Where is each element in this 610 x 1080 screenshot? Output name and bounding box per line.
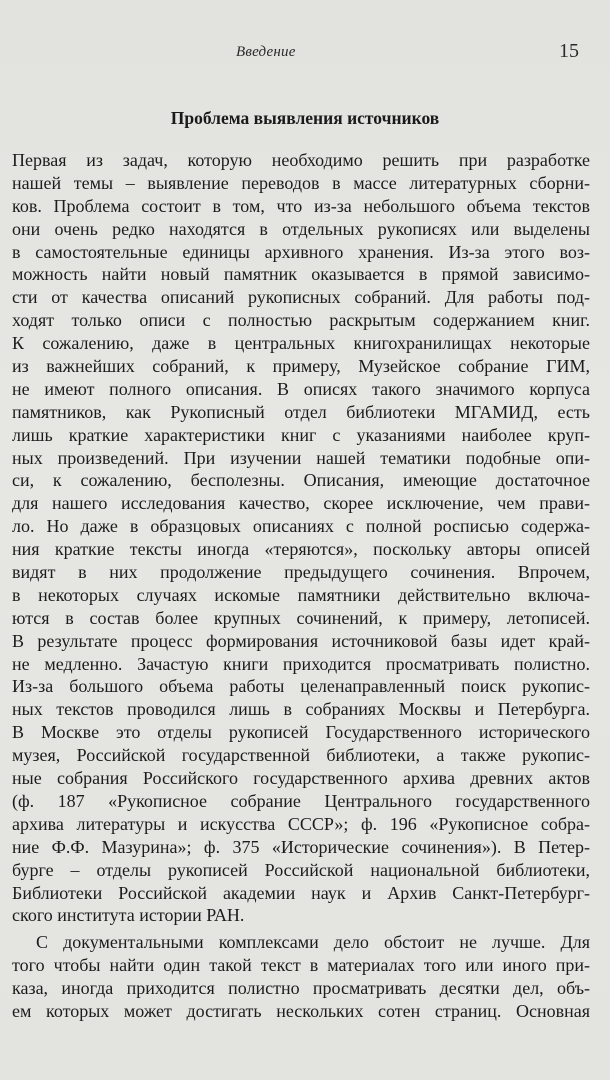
text-line: К сожалению, даже в центральных книгохранилищах некоторые [12, 333, 590, 354]
text-line: архива литературы и искусства СССР»; ф. 196 «Рукописное собра- [12, 813, 590, 834]
text-line: ского института истории РАН. [12, 905, 245, 926]
paragraph-2 [12, 931, 590, 1023]
text-line: В результате процесс формирования источниковой базы идет край- [12, 630, 590, 651]
text-line: для нашего исследования качество, скорее исключение, чем прави- [12, 493, 590, 514]
section-heading: Проблема выявления источников [170, 108, 440, 128]
text-line: Библиотеки Российской академии наук и Архив Санкт-Петербург- [12, 882, 590, 903]
text-line: Первая из задач, которую необходимо решить при разработке [12, 150, 590, 170]
text-line: В Москве это отделы рукописей Государственного исторического [12, 722, 590, 743]
text-line: нашей темы – выявление переводов в массе литературных сборни- [12, 172, 590, 193]
text-line: можность найти новый памятник оказывается в прямой зависимо- [12, 264, 590, 285]
text-line: в некоторых случаях искомые памятники действительно включа- [12, 584, 590, 605]
text-line: сти от качества описаний рукописных собраний. Для работы под- [12, 287, 590, 308]
text-line: памятников, как Рукописный отдел библиотеки МГАМИД, есть [12, 401, 590, 422]
text-line: ем которых может достигать нескольких сотен страниц. Основная [12, 1000, 590, 1021]
text-line: ло. Но даже в образцовых описаниях с полной росписью содержа- [12, 516, 590, 537]
text-line: не имеют полного описания. В описях такого значимого корпуса [12, 378, 590, 399]
text-line: не медленно. Зачастую книги приходится просматривать полистно. [12, 653, 590, 674]
text-line: в самостоятельные единицы архивного хранения. Из-за этого воз- [12, 241, 590, 262]
text-line: ных произведений. При изучении нашей тематики подобные опи- [12, 447, 590, 468]
text-line: того чтобы найти один такой текст в материалах того или иного при- [12, 955, 590, 976]
text-line: ных текстов проводился лишь в собраниях Москвы и Петербурга. [12, 699, 590, 720]
text-line: (ф. 187 «Рукописное собрание Центрального государственного [12, 790, 590, 811]
page-number: 15 [559, 40, 579, 62]
text-line: С документальными комплексами дело обстоит не лучше. Для [36, 932, 590, 953]
text-line: ные собрания Российского государственного архива древних актов [12, 768, 590, 789]
text-line: видят в них продолжение предыдущего сочинения. Впрочем, [12, 562, 590, 583]
text-line: из важнейших собраний, к примеру, Музейское собрание ГИМ, [12, 356, 590, 377]
text-line: бурге – отделы рукописей Российской национальной библиотеки, [12, 859, 590, 880]
text-line: си, к сожалению, бесполезны. Описания, имеющие достаточное [12, 470, 590, 491]
text-line: они очень редко находятся в отдельных рукописях или выделены [12, 218, 590, 239]
text-line: ние Ф.Ф. Мазурина»; ф. 375 «Исторические сочинения»). В Петер- [12, 836, 590, 857]
text-line: ходят только описи с полностью раскрытым содержанием книг. [12, 310, 590, 331]
text-line: Из-за большого объема работы целенаправленный поиск рукопис- [12, 676, 590, 697]
text-line: лишь краткие характеристики книг с указаниями наиболее круп- [12, 424, 590, 445]
text-line: каза, иногда приходится полистно просматривать десятки дел, объ- [12, 978, 590, 999]
text-line: музея, Российской государственной библиотеки, а также рукопис- [12, 745, 590, 766]
text-line: ния краткие тексты иногда «теряются», поскольку авторы описей [12, 539, 590, 560]
running-head: Введение [236, 44, 296, 60]
paragraph-1 [12, 149, 590, 927]
text-line: ков. Проблема состоит в том, что из-за небольшого объема текстов [12, 195, 590, 216]
text-line: ются в состав более крупных сочинений, к примеру, летописей. [12, 607, 590, 628]
body-text [12, 149, 590, 1023]
